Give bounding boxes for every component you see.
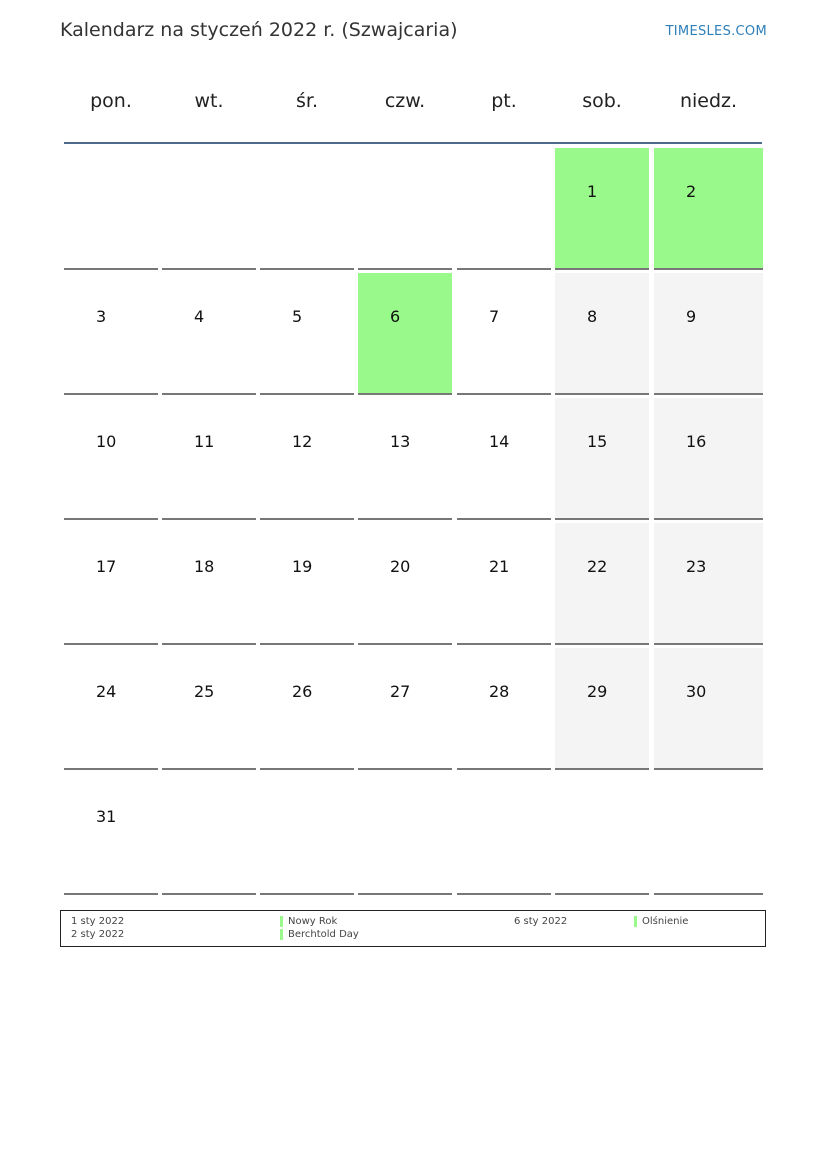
legend-holiday-name: Berchtold Day [288, 929, 359, 940]
day-cell-24 [64, 648, 158, 770]
legend-date: 6 sty 2022 [514, 916, 568, 927]
holiday-legend [60, 910, 766, 947]
day-number: 2 [686, 182, 697, 201]
empty-day-cell [162, 148, 256, 270]
empty-day-cell [260, 148, 354, 270]
empty-day-cell [64, 148, 158, 270]
day-cell-28 [457, 648, 551, 770]
day-cell-6 [358, 273, 452, 395]
day-cell-12 [260, 398, 354, 520]
day-number: 6 [390, 307, 401, 326]
legend-date: 1 sty 2022 [71, 916, 125, 927]
day-cell-17 [64, 523, 158, 645]
day-number: 7 [489, 307, 500, 326]
weekday-header [62, 90, 766, 120]
day-cell-25 [162, 648, 256, 770]
day-cell-26 [260, 648, 354, 770]
weekday-label: czw. [384, 90, 426, 112]
day-cell-18 [162, 523, 256, 645]
day-number: 5 [292, 307, 303, 326]
day-number: 27 [390, 682, 411, 701]
day-cell-16 [654, 398, 763, 520]
day-cell-14 [457, 398, 551, 520]
day-number: 19 [292, 557, 313, 576]
day-cell-2 [654, 148, 763, 270]
day-number: 14 [489, 432, 510, 451]
weekday-label: sob. [582, 90, 622, 112]
day-number: 10 [96, 432, 117, 451]
legend-holiday-name: Nowy Rok [288, 916, 338, 927]
weekday-label: wt. [194, 90, 224, 112]
empty-day-cell [260, 773, 354, 895]
day-number: 30 [686, 682, 707, 701]
day-cell-3 [64, 273, 158, 395]
empty-day-cell [457, 773, 551, 895]
header-divider [64, 142, 762, 144]
day-cell-19 [260, 523, 354, 645]
day-number: 21 [489, 557, 510, 576]
holiday-color-marker [280, 929, 283, 940]
day-number: 25 [194, 682, 215, 701]
weekday-label: śr. [295, 90, 318, 112]
day-cell-30 [654, 648, 763, 770]
day-cell-4 [162, 273, 256, 395]
weekday-label: pon. [90, 90, 132, 112]
day-number: 13 [390, 432, 411, 451]
day-cell-9 [654, 273, 763, 395]
day-number: 23 [686, 557, 707, 576]
day-number: 16 [686, 432, 707, 451]
day-number: 24 [96, 682, 117, 701]
day-number: 11 [194, 432, 215, 451]
day-cell-20 [358, 523, 452, 645]
day-number: 3 [96, 307, 107, 326]
day-cell-23 [654, 523, 763, 645]
day-number: 1 [587, 182, 598, 201]
weekday-label: niedz. [679, 90, 738, 112]
day-cell-1 [555, 148, 649, 270]
day-number: 9 [686, 307, 697, 326]
day-cell-15 [555, 398, 649, 520]
empty-day-cell [358, 148, 452, 270]
brand-link[interactable]: TIMESLES.COM [665, 24, 767, 39]
day-cell-7 [457, 273, 551, 395]
weekday-label: pt. [491, 90, 517, 112]
empty-day-cell [358, 773, 452, 895]
day-cell-22 [555, 523, 649, 645]
legend-holiday-name: Olśnienie [642, 916, 689, 927]
holiday-color-marker [280, 916, 283, 927]
day-cell-10 [64, 398, 158, 520]
day-cell-27 [358, 648, 452, 770]
day-number: 20 [390, 557, 411, 576]
day-number: 4 [194, 307, 205, 326]
day-number: 29 [587, 682, 608, 701]
empty-day-cell [654, 773, 763, 895]
day-cell-13 [358, 398, 452, 520]
page-title: Kalendarz na styczeń 2022 r. (Szwajcaria) [60, 19, 458, 41]
legend-date: 2 sty 2022 [71, 929, 125, 940]
day-cell-29 [555, 648, 649, 770]
holiday-color-marker [634, 916, 637, 927]
day-number: 8 [587, 307, 598, 326]
empty-day-cell [555, 773, 649, 895]
empty-day-cell [162, 773, 256, 895]
day-number: 18 [194, 557, 215, 576]
day-number: 12 [292, 432, 313, 451]
day-number: 17 [96, 557, 117, 576]
day-number: 15 [587, 432, 608, 451]
day-cell-31 [64, 773, 158, 895]
day-cell-11 [162, 398, 256, 520]
day-number: 28 [489, 682, 510, 701]
day-cell-21 [457, 523, 551, 645]
day-number: 26 [292, 682, 313, 701]
empty-day-cell [457, 148, 551, 270]
day-cell-8 [555, 273, 649, 395]
day-number: 22 [587, 557, 608, 576]
day-number: 31 [96, 807, 117, 826]
day-cell-5 [260, 273, 354, 395]
